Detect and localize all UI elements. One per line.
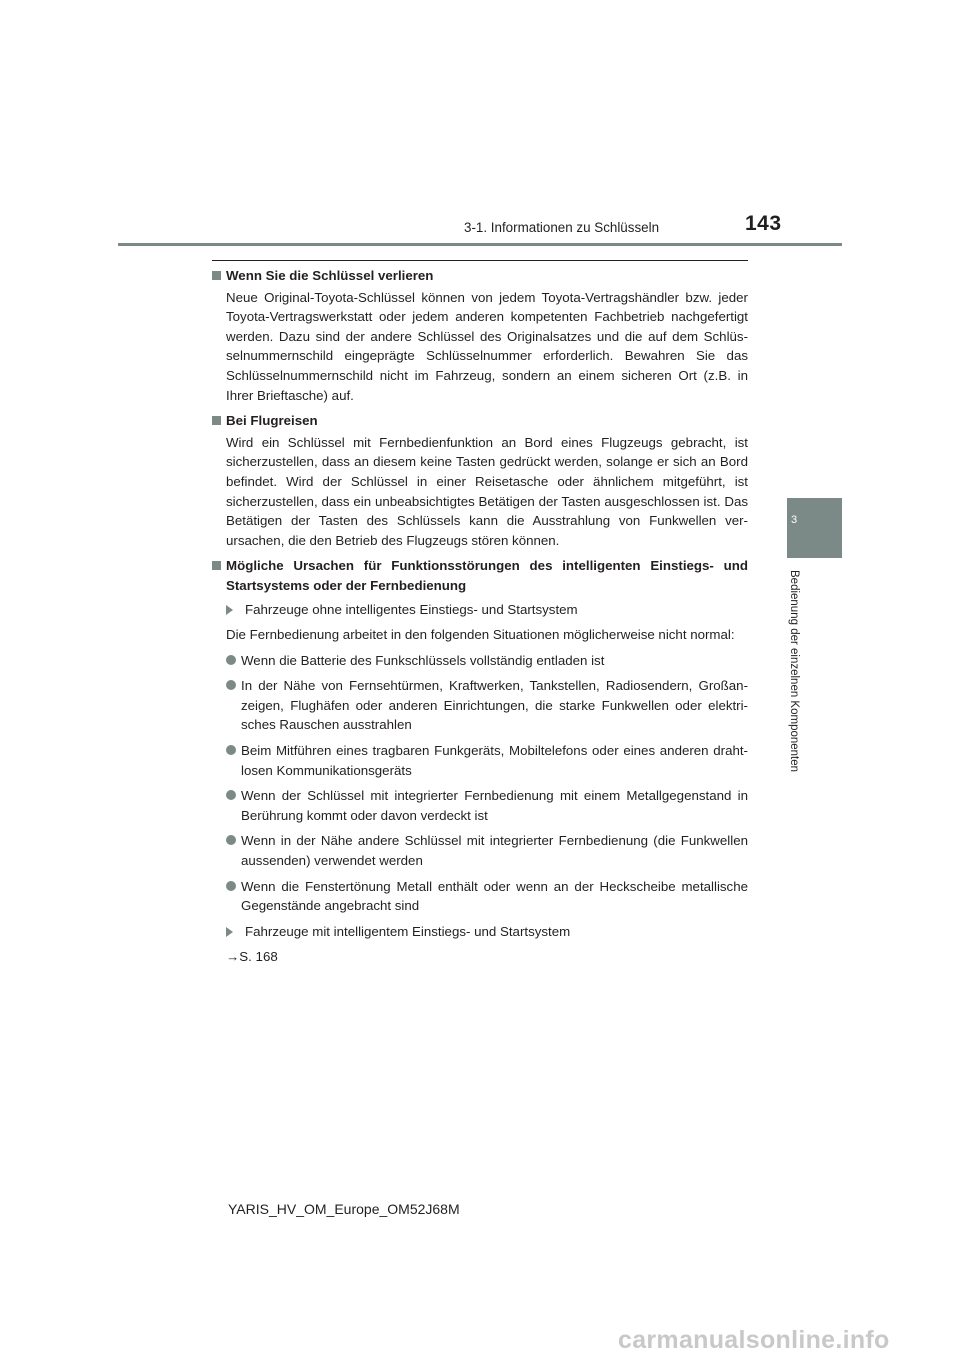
document-id: YARIS_HV_OM_Europe_OM52J68M <box>228 1201 460 1217</box>
list-item <box>212 651 748 671</box>
page-reference-link[interactable]: →S. 168 <box>226 949 278 965</box>
paragraph: Neue Original-Toyota-Schlüssel können von jedem Toyota-Vertragshändler bzw. jeder Toyota-Vertragswerkstatt oder jedem anderen kompetenten Fachbetrieb nachgefertigt werden. Dazu sind der andere Schlüssel des Originalsatzes und die auf dem Schlüs-selnummernschild eingeprägte Schlüsselnummer erforderlich. Bewahren Sie das Schlüsselnummernschild nicht im Fahrzeug, sondern an einem sicheren Ort (z.B. in Ihrer Brieftasche) auf. <box>226 289 748 403</box>
chapter-tab <box>787 498 842 558</box>
chapter-title: Bedienung der einzelnen Komponenten <box>788 570 800 773</box>
circle-bullet-icon <box>226 655 236 665</box>
list-item-text: In der Nähe von Fernsehtürmen, Kraftwerken, Tankstellen, Radiosendern, Großan-zeigen, Flughäfen oder anderen Einrichtungen, die starke Funkwellen oder elektri-sches Rauschen ausstrahlen <box>241 678 748 733</box>
circle-bullet-icon <box>226 835 236 845</box>
list-item-text: Beim Mitführen eines tragbaren Funkgeräts, Mobiltelefons oder eines anderen draht-losen Kommunikationsgeräts <box>241 743 748 778</box>
circle-bullet-icon <box>226 745 236 755</box>
list-item-text: Wenn die Batterie des Funkschlüssels vollständig entladen ist <box>241 652 605 668</box>
square-bullet-icon <box>212 271 221 280</box>
subheading-text: Fahrzeuge mit intelligentem Einstiegs- und Startsystem <box>245 923 571 939</box>
header-divider <box>118 243 842 246</box>
list-item-text: Wenn der Schlüssel mit integrierter Fernbedienung mit einem Metallgegenstand in Berührung kommt oder davon verdeckt ist <box>241 788 748 823</box>
paragraph: Die Fernbedienung arbeitet in den folgenden Situationen möglicherweise nicht normal: <box>226 627 735 643</box>
section-heading <box>212 411 748 431</box>
list-item <box>212 877 748 916</box>
list-item-text: Wenn die Fenstertönung Metall enthält oder wenn an der Heckscheibe metallische Gegenstände angebracht sind <box>241 878 748 914</box>
subheading <box>212 922 748 942</box>
list-item <box>212 786 748 825</box>
subheading <box>212 600 748 620</box>
circle-bullet-icon <box>226 790 236 800</box>
chapter-title-vertical <box>788 570 802 795</box>
circle-bullet-icon <box>226 881 236 891</box>
page-content <box>212 266 748 967</box>
chapter-number: 3 <box>790 514 798 526</box>
heading-text: Mögliche Ursachen für Funktionsstörungen des intelligenten Einstiegs- und Startsystems oder der Fernbedienung <box>226 558 748 593</box>
square-bullet-icon <box>212 561 221 570</box>
list-item <box>212 676 748 735</box>
list-item-text: Wenn in der Nähe andere Schlüssel mit integrierter Fernbedienung (die Funkwellen aussenden) verwendet werden <box>241 833 748 869</box>
paragraph: Wird ein Schlüssel mit Fernbedienfunktion an Bord eines Flugzeugs gebracht, ist sicherzustellen, dass an diesem keine Tasten gedrückt werden, solange er sich an Bord befindet. Wird der Schlüssel in einer Reisetasche oder ähnlichem mitgeführt, ist sicherzustellen, dass ein unbeabsichtigtes Betätigen der Tasten ausgeschlossen ist. Das Betätigen der Tasten des Schlüssels kann die Ausstrahlung von Funkwellen ver-ursachen, die den Betrieb des Flugzeugs stören können. <box>226 434 748 548</box>
triangle-bullet-icon <box>226 927 240 937</box>
heading-text: Wenn Sie die Schlüssel verlieren <box>226 268 434 283</box>
list-item <box>212 831 748 870</box>
section-heading <box>212 556 748 595</box>
circle-bullet-icon <box>226 680 236 690</box>
section-heading <box>212 266 748 286</box>
list-item <box>212 741 748 780</box>
content-divider <box>212 260 748 261</box>
subheading-text: Fahrzeuge ohne intelligentes Einstiegs- und Startsystem <box>245 601 578 617</box>
triangle-bullet-icon <box>226 605 240 615</box>
page-number: 143 <box>745 212 782 235</box>
section-title: 3-1. Informationen zu Schlüsseln <box>464 220 660 235</box>
square-bullet-icon <box>212 416 221 425</box>
watermark: carmanualsonline.info <box>618 1326 890 1354</box>
heading-text: Bei Flugreisen <box>226 413 318 429</box>
